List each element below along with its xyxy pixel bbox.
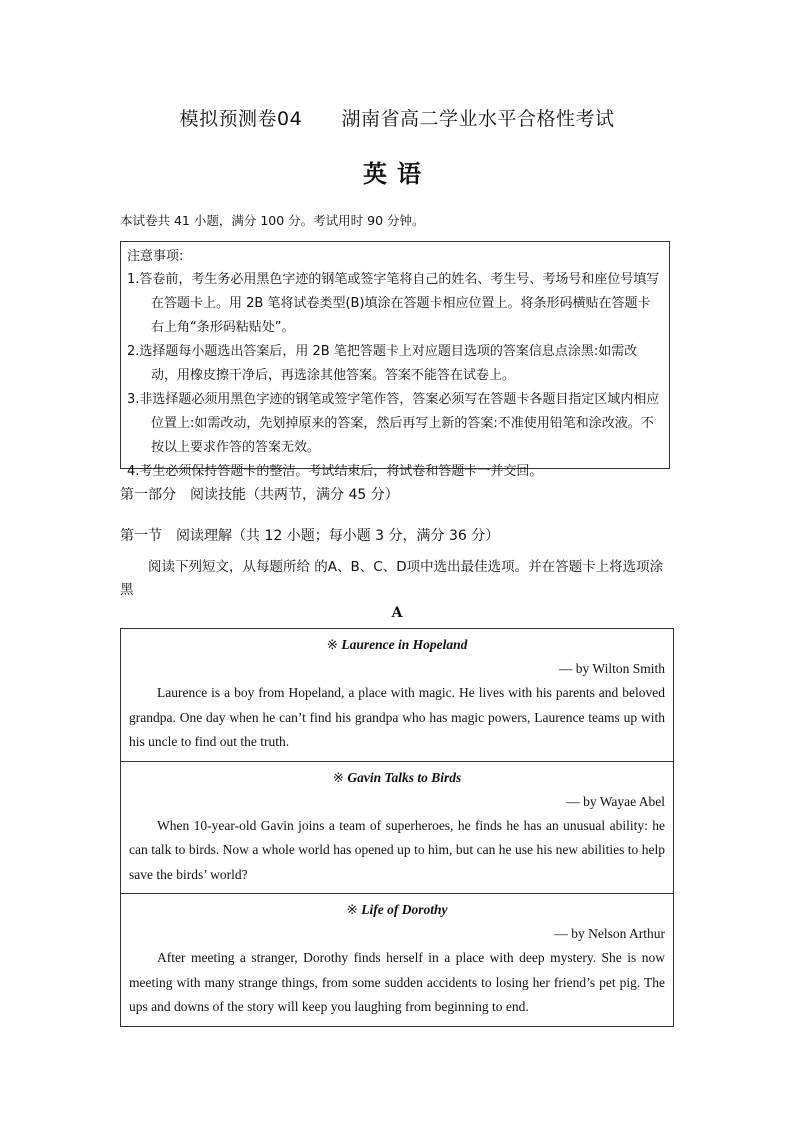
book-title-text: Laurence in Hopeland: [341, 637, 468, 652]
book-table: [120, 628, 674, 1027]
exam-name: 湖南省高二学业水平合格性考试: [341, 108, 615, 130]
book-title: [129, 898, 665, 922]
book-description: After meeting a stranger, Dorothy finds herself in a place with deep mystery. She is now meeting with many strange things, from some sudden accidents to losing her friend’s pet pig. The ups and downs of the story will keep you laughing from beginning to end.: [129, 950, 665, 1014]
book-author: — by Wilton Smith: [558, 661, 665, 676]
exam-series: 模拟预测卷04: [179, 108, 303, 130]
book-entry: [121, 893, 673, 1026]
reading-instruction: 阅读下列短文，从每题所给 的A、B、C、D项中选出最佳选项。并在答题卡上将选项涂黑: [120, 559, 664, 598]
book-description: Laurence is a boy from Hopeland, a place with magic. He lives with his parents and beloved grandpa. One day when he can’t find his grandpa who has magic powers, Laurence teams up with his uncle to find out the truth.: [129, 685, 665, 749]
notice-item: 4.考生必须保持答题卡的整洁。考试结束后，将试卷和答题卡一并交回。: [127, 464, 543, 479]
book-author: — by Wayae Abel: [566, 793, 665, 809]
reference-mark-icon: ※: [346, 902, 358, 917]
notice-title: 注意事项:: [127, 249, 184, 264]
passage-label: A: [391, 605, 403, 621]
reference-mark-icon: ※: [332, 769, 345, 785]
book-title: [129, 633, 665, 657]
book-title: [129, 766, 665, 790]
book-entry: [121, 761, 673, 894]
book-title-text: Gavin Talks to Birds: [347, 769, 462, 785]
book-description: When 10-year-old Gavin joins a team of superheroes, he finds he has an unusual ability: he can talk to birds. Now a whole world has opened up to him, but can he use his new abilities to help save the birds’ world?: [129, 817, 665, 882]
reference-mark-icon: ※: [326, 637, 338, 652]
subject-title: 英语: [363, 160, 431, 188]
notice-item: 2.选择题每小题选出答案后，用 2B 笔把答题卡上对应题目选项的答案信息点涂黑:如需改动，用橡皮擦干净后，再选涂其他答案。答案不能答在试卷上。: [127, 344, 638, 383]
part-title: 第一部分 阅读技能（共两节，满分 45 分）: [120, 487, 399, 503]
book-title-text: Life of Dorothy: [361, 902, 448, 917]
section-title: 第一节 阅读理解（共 12 小题；每小题 3 分，满分 36 分）: [120, 528, 500, 544]
notice-item: 1.答卷前，考生务必用黑色字迹的钢笔或签字笔将自己的姓名、考生号、考场号和座位号填写在答题卡上。用 2B 笔将试卷类型(B)填涂在答题卡相应位置上。将条形码横贴在答题卡右上角“条形码粘贴处”。: [127, 272, 660, 335]
book-entry: [121, 629, 673, 761]
exam-intro: 本试卷共 41 小题，满分 100 分。考试用时 90 分钟。: [120, 213, 425, 228]
notice-box: [120, 241, 670, 479]
book-author: — by Nelson Arthur: [554, 926, 665, 941]
exam-header: [0, 104, 794, 131]
notice-item: 3.非选择题必须用黑色字迹的钢笔或签字笔作答，答案必须写在答题卡各题目指定区域内相应位置上:如需改动，先划掉原来的答案，然后再写上新的答案:不准使用铅笔和涂改液。不按以上要求作答的答案无效。: [127, 392, 660, 455]
